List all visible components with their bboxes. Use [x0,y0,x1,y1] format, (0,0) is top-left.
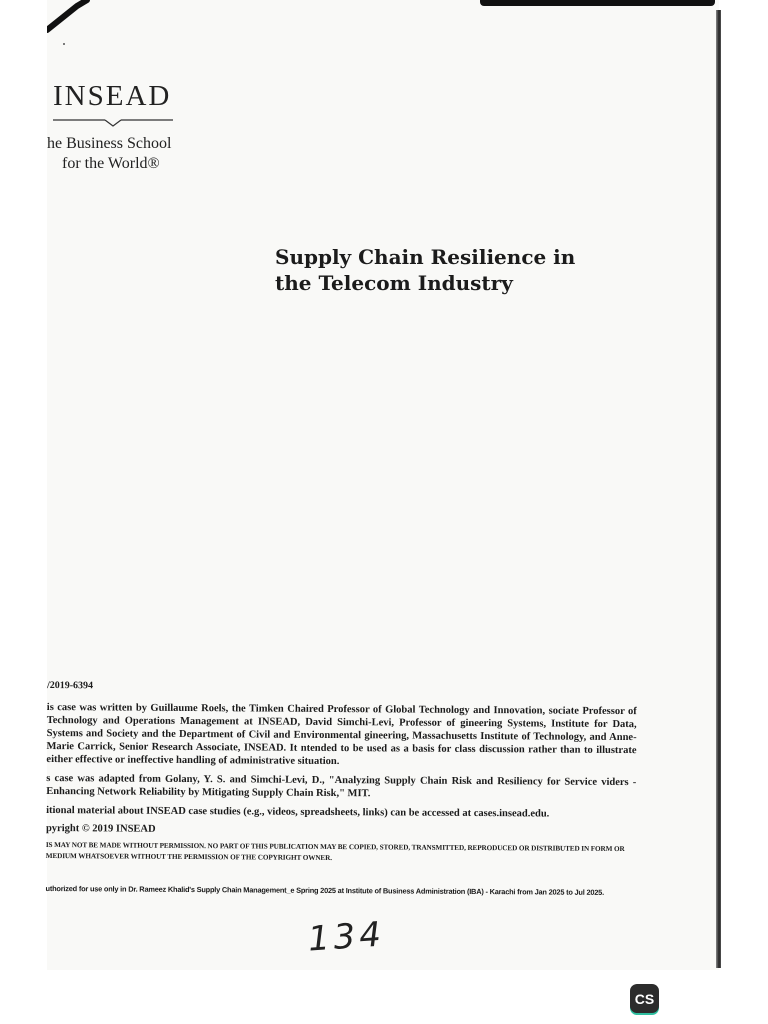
authors-paragraph: is case was written by Guillaume Roels, the Timken Chaired Professor of Global Technology and Innovation, sociate Professor of Technology and Operations Management at INSEAD, David Simchi-Levi, Professor of gineering Systems, Institute for Data, Systems and Society and the Department of Civil and Environmental gineering, Massachusetts Institute of Technology, and Anne-Marie Carrick, Senior Research Associate, INSEAD. It ntended to be used as a basis for class discussion rather than to illustrate either effective or ineffective handling of administrative situation. [46,701,637,768]
copyright-line: pyright © 2019 INSEAD [45,822,156,835]
insead-logo-wordmark: INSEAD [53,80,172,112]
scan-top-edge [480,0,715,6]
case-number: /2019-6394 [46,680,94,692]
permission-notice: IS MAY NOT BE MADE WITHOUT PERMISSION. NO PART OF THIS PUBLICATION MAY BE COPIED, STORED, TRANSMITTED, REPRODUCED OR DISTRIBUTED IN FORM OR MEDIUM WHATSOEVER WITHOUT THE PERMISSION OF THE COPYRIGHT OWNER. [45,840,625,862]
insead-tagline [47,134,217,174]
binder-clip-mark [47,0,97,36]
additional-material-paragraph: itional material about INSEAD case studies (e.g., videos, spreadsheets, links) can be accessed at cases.insead.edu. [46,804,550,820]
handwritten-page-number: 134 [306,914,387,960]
authorized-use-line: uthorized for use only in Dr. Rameez Khalid's Supply Chain Management_e Spring 2025 at Institute of Business Administration (IBA) - Karachi from Jan 2025 to Jul 2025. [45,883,604,897]
page-edge-shadow [716,10,721,968]
title-line-2: the Telecom Industry [275,271,513,295]
case-footer [46,680,637,897]
insead-logo-rule [53,116,173,132]
adapted-paragraph: s case was adapted from Golany, Y. S. and Simchi-Levi, D., "Analyzing Supply Chain Risk and Resiliency for Service viders - Enhancing Network Reliability by Mitigating Supply Chain Risk," MIT. [46,772,637,800]
tagline-line-2: for the World® [62,155,160,172]
case-title [275,244,635,296]
camscanner-badge-label: CS [634,990,655,1007]
camscanner-icon[interactable] [630,984,659,1013]
tagline-line-1: he Business School [47,135,172,152]
speck [63,43,65,45]
title-line-1: Supply Chain Resilience in [275,245,576,269]
